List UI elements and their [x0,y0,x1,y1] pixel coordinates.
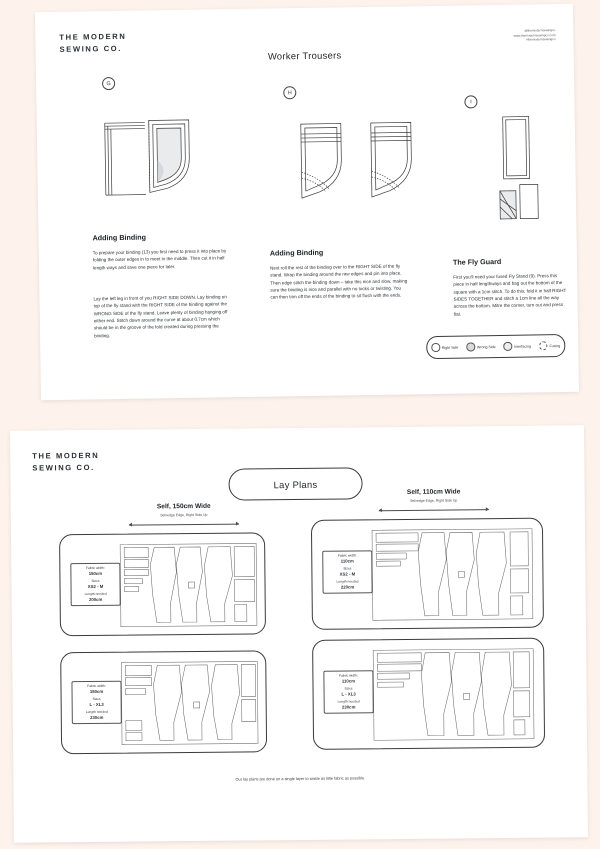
section-heading-h: Adding Binding [269,247,324,258]
legend-label-interfacing: Interfacing [514,344,531,349]
figure-i [469,112,571,224]
length-label-4: Length needed [337,699,360,704]
lay-plan-4-diagram [371,647,536,743]
credit-text: @themodernsewingco www.themodernsewingco.com #themodernsewingco [513,28,556,42]
length-value-4: 230cm [341,704,356,710]
column-subheading-right: Selvedge Edge, Right Side Up [410,498,458,503]
step-badge-h: H [283,86,296,99]
paragraph-i1: First you'll need your fused Fly Stand (9). Press this piece in half lengthways and bag out the bottom of the square with a 1cm stitch. To do this, fold it in half RIGHT SIDES TOGETHER and stitch a 1cm line all the way across the bottom. Mitre the corner, turn out and press flat. [453,273,567,317]
legend [426,334,565,359]
step-badge-i: I [464,95,477,108]
brand-logo: THE MODERN SEWING CO. [59,31,127,54]
fabric-width-label-2: Fabric width: [337,553,357,558]
length-label-3: Length needed [85,709,108,715]
length-label-2: Length needed [336,579,359,584]
footnote: Our lay plans are done on a single layer to waste as little fabric as possible. [235,775,366,782]
width-arrow-right [379,509,489,511]
swatch-fusing-icon [539,341,548,350]
lay-plans-page [10,425,588,842]
lay-plan-1-info [70,563,120,606]
section-heading-g: Adding Binding [92,232,147,243]
lay-plan-2 [311,518,544,630]
fabric-width-label-3: Fabric width: [87,683,106,689]
lay-plan-3 [60,650,267,754]
sizes-value-4: L - XL3 [341,691,356,697]
fabric-width-value-3: 150cm [89,688,104,694]
length-value-2: 220cm [340,584,355,590]
lay-plan-4-info [323,670,373,713]
sizes-value-3: L - XL3 [89,701,104,707]
lay-plan-3-info [71,681,121,724]
section-heading-i: The Fly Guard [452,256,502,267]
figure-h [289,118,430,210]
fabric-width-value-4: 110cm [341,678,356,684]
sizes-label-4: Sizes [344,686,353,691]
sizes-label-2: Sizes [343,566,352,571]
lay-plan-1-diagram [118,541,259,628]
instruction-page [35,4,579,400]
paragraph-h1: Next roll the rest of the binding over to the RIGHT SIDE of the fly stand. Wrap the binding around the raw edges and pin into place. Then edge stitch the binding down – take this nice and slow, making sure the binding is nice and parallel with no tucks or twisting. You can then trim off the ends of the binding to sit flush with the ends. [269,263,408,301]
fabric-width-label-1: Fabric width: [85,565,105,571]
lay-plan-1 [59,532,266,636]
length-value-1: 200cm [88,596,103,602]
page-title: Worker Trousers [267,49,342,62]
figure-g [97,114,208,206]
sizes-label-1: Sizes [91,578,100,583]
swatch-wrong-side-icon [466,343,475,352]
legend-label-right-side: Right Side [441,345,459,350]
fabric-width-value-1: 150cm [88,570,103,576]
legend-label-fusing: Fusing [549,343,561,348]
page-title-2: Lay Plans [273,478,318,490]
column-heading-right: Self, 110cm Wide [406,488,461,496]
paragraph-g2: Lay the left leg in front of you RIGHT SIDE DOWN. Lay binding on top of the fly stand with the RIGHT SIDE of the binding against the WRONG SIDE of the fly stand. Leave plenty of binding hanging off either end. Stitch down around the curve at about 0.7cm which should be in the groove of the fold created during pressing the binding. [93,294,228,339]
legend-item-interfacing [504,342,531,351]
width-arrow-left [129,524,239,526]
legend-item-wrong-side [466,342,495,351]
step-badge-g: G [102,77,115,90]
length-value-3: 230cm [90,714,104,720]
legend-label-wrong-side: Wrong Side [476,344,496,349]
lay-plan-2-diagram [370,527,535,623]
brand-logo-2: THE MODERN SEWING CO. [32,450,100,473]
lay-plan-3-diagram [119,659,260,746]
sizes-value-1: XS2 - M [87,583,104,589]
sizes-label-3: Sizes [92,696,101,701]
sizes-value-2: XS2 - M [339,571,356,577]
paragraph-g1: To prepare your binding (13) you first need to press it into place by folding the outer edges in to meet in the middle. Then cut it in half length ways and save one piece for later. [92,248,227,271]
column-subheading-left: Selvedge Edge, Right Side Up [160,512,208,518]
swatch-interfacing-icon [504,342,513,351]
lay-plan-4 [312,638,545,750]
legend-item-right-side [431,343,458,352]
page-title-pill [228,467,362,500]
lay-plan-2-info [322,550,372,593]
legend-item-fusing [539,341,560,350]
swatch-right-side-icon [431,343,440,352]
length-label-1: Length needed [84,591,107,597]
fabric-width-value-2: 110cm [340,558,354,564]
fabric-width-label-4: Fabric width: [339,673,358,678]
column-heading-left: Self, 150cm Wide [156,502,211,511]
